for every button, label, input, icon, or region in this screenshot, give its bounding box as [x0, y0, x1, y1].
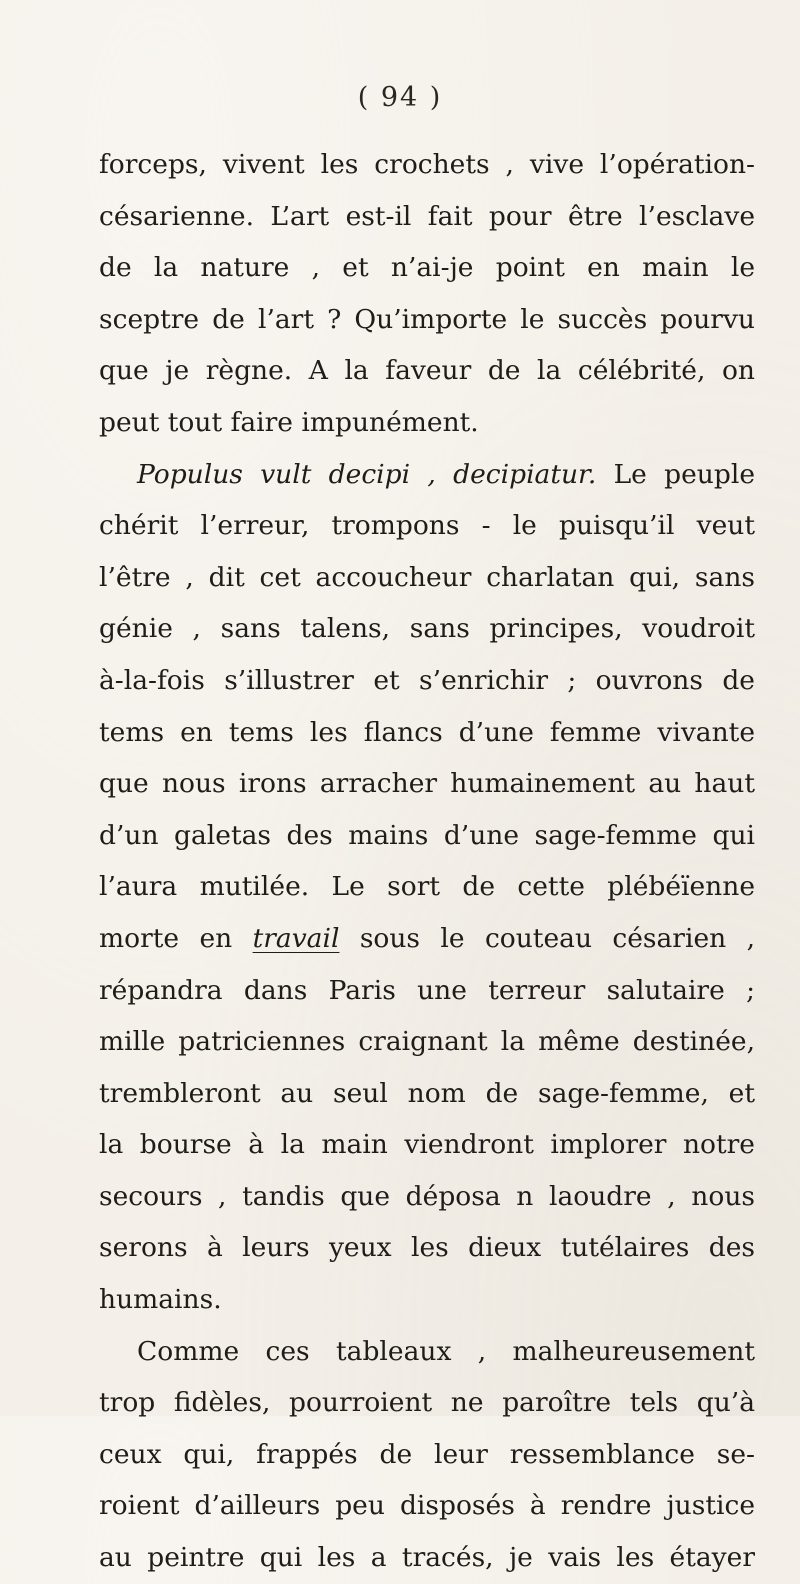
text-line: roient d’ailleurs peu disposés à rendre justice: [99, 1490, 755, 1522]
text-line: peut tout faire impunément.: [99, 406, 479, 438]
text-line: ceux qui, frappés de leur ressemblance se-: [99, 1438, 755, 1470]
text-line: humains.: [99, 1284, 222, 1316]
text-line: [99, 449, 755, 501]
page-number: ( 94 ): [357, 82, 443, 113]
text-line: d’un galetas des mains d’une sage-femme qui: [99, 819, 755, 851]
text-line: trembleront au seul nom de sage-femme, et: [99, 1077, 755, 1109]
text-line: forceps, vivent les crochets , vive l’opération-: [99, 149, 755, 180]
text-line: chérit l’erreur, trompons - le puisqu’il veut: [99, 510, 755, 542]
text-line: de la nature , et n’ai-je point en main le: [99, 252, 755, 284]
text-line: l’aura mutilée. Le sort de cette plébéïenne: [99, 871, 755, 903]
text-line: à-la-fois s’illustrer et s’enrichir ; ouvrons de: [99, 664, 755, 696]
italic-word: travail: [252, 922, 340, 954]
text-line: [99, 913, 755, 965]
text-line: trop fidèles, pourroient ne paroître tels qu’à: [99, 1387, 755, 1419]
text-fragment: morte en: [99, 922, 253, 954]
text-line: serons à leurs yeux les dieux tutélaires des: [99, 1232, 755, 1264]
text-line: mille patriciennes craignant la même destinée,: [99, 1026, 755, 1058]
text-line: la bourse à la main viendront implorer notre: [99, 1129, 755, 1161]
text-line: que nous irons arracher humainement au haut: [99, 768, 755, 800]
text-line: génie , sans talens, sans principes, voudroit: [99, 613, 755, 645]
text-line: secours , tandis que déposa n laoudre , nous: [99, 1180, 755, 1212]
text-fragment: sous le couteau césarien ,: [339, 922, 755, 954]
text-line: Comme ces tableaux , malheureusement: [137, 1335, 755, 1367]
body-text: [99, 139, 755, 1584]
latin-quote: Populus vult decipi , decipiatur.: [137, 458, 597, 490]
text-fragment: Le peuple: [596, 458, 755, 490]
text-line: répandra dans Paris une terreur salutaire ;: [99, 974, 755, 1006]
text-line: l’être , dit cet accoucheur charlatan qui, sans: [99, 561, 755, 593]
text-line: que je règne. A la faveur de la célébrité, on: [99, 355, 755, 387]
text-line: césarienne. L’art est-il fait pour être l’esclave: [99, 200, 755, 232]
text-line: sceptre de l’art ? Qu’importe le succès pourvu: [99, 303, 755, 335]
text-line: tems en tems les flancs d’une femme vivante: [99, 716, 755, 748]
text-line: au peintre qui les a tracés, je vais les étayer: [99, 1542, 755, 1574]
